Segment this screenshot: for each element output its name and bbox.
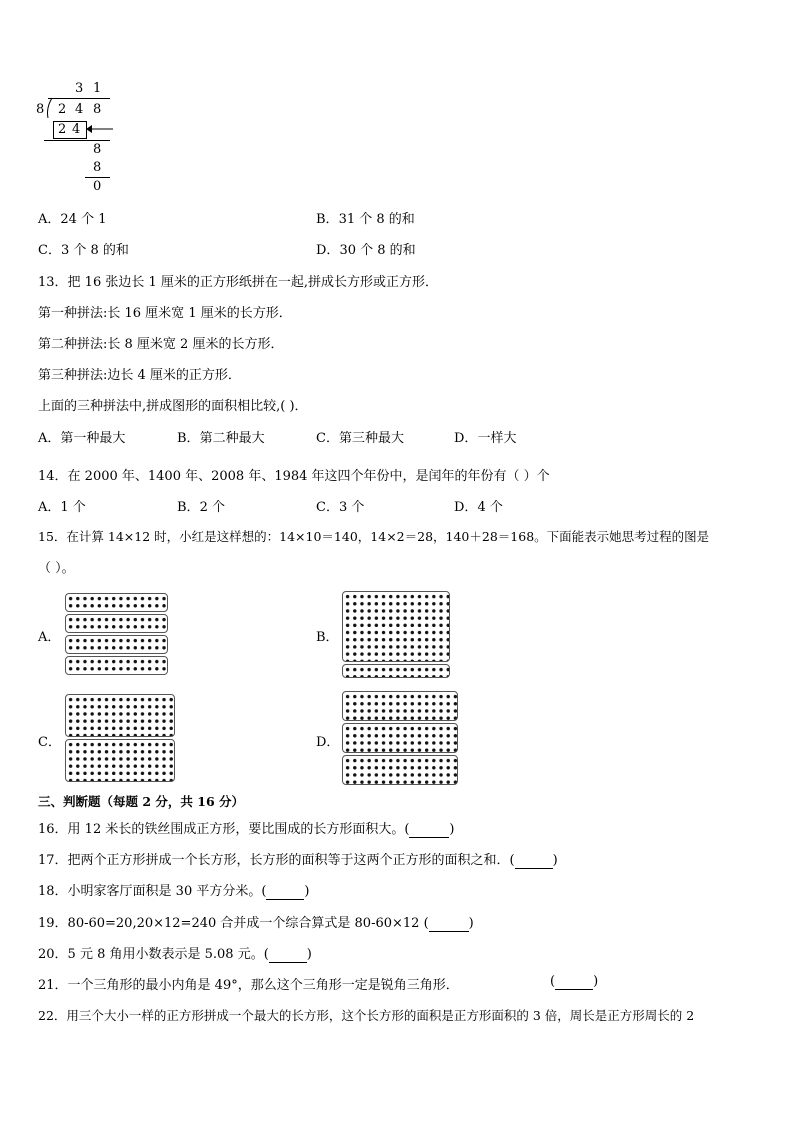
answer-blank[interactable] [555, 974, 593, 990]
section-title: 三、判断题（每题 2 分，共 16 分） [38, 794, 245, 809]
option-d-label[interactable]: D． [316, 735, 340, 750]
option-d[interactable]: D．30 个 8 的和 [316, 243, 416, 258]
product-digit: 2 [58, 122, 67, 137]
dot-grid [65, 614, 168, 633]
judge-item: 17．把两个正方形拼成一个长方形，长方形的面积等于这两个正方形的面积之和．( ) [38, 853, 558, 868]
judge-answer-paren: ( ) [550, 974, 599, 989]
option-a-label[interactable]: A． [38, 630, 61, 645]
judge-item: 20．5 元 8 角用小数表示是 5.08 元。( ) [38, 947, 312, 962]
judge-item: 22．用三个大小一样的正方形拼成一个最大的长方形，这个长方形的面积是正方形面积的 3 倍，周长是正方形周长的 2 [38, 1008, 695, 1023]
q15-stem: 15．在计算 14×12 时，小红是这样想的：14×10＝140，14×2＝28，140＋28＝168。下面能表示她思考过程的图是 [38, 529, 710, 544]
judge-item: 21．一个三角形的最小内角是 49°，那么这个三角形一定是锐角三角形． [38, 978, 459, 993]
division-bar [48, 98, 110, 99]
quotient-digit: 3 [75, 81, 84, 96]
q13-line: 上面的三种拼法中,拼成图形的面积相比较,( )． [38, 399, 308, 414]
arrow-left-icon [85, 123, 115, 135]
option-c[interactable]: C．3 个 8 的和 [38, 243, 129, 258]
dot-grid [342, 723, 458, 753]
q13-line: 第三种拼法:边长 4 厘米的正方形． [38, 368, 241, 383]
option-a[interactable]: A．1 个 [38, 500, 86, 515]
option-c-label[interactable]: C． [38, 735, 61, 750]
option-b[interactable]: B．第二种最大 [177, 431, 265, 446]
divisor: 8 [36, 102, 45, 117]
answer-blank[interactable] [266, 884, 304, 900]
option-a[interactable]: A．24 个 1 [38, 212, 107, 227]
option-b-label[interactable]: B． [316, 630, 339, 645]
q13-line: 第一种拼法:长 16 厘米宽 1 厘米的长方形． [38, 306, 292, 321]
option-b[interactable]: B．31 个 8 的和 [316, 212, 415, 227]
q13-line: 第二种拼法:长 8 厘米宽 2 厘米的长方形． [38, 337, 284, 352]
answer-blank[interactable] [409, 822, 449, 838]
division-bracket [44, 97, 54, 119]
option-a[interactable]: A．第一种最大 [38, 431, 126, 446]
subtract-line [44, 140, 110, 141]
q15-stem-2: （ ）。 [38, 561, 75, 576]
dividend-digit: 8 [93, 102, 102, 117]
dot-grid [65, 593, 168, 612]
dot-grid [342, 664, 450, 678]
judge-item: 16．用 12 米长的铁丝围成正方形，要比围成的长方形面积大。( ) [38, 822, 455, 837]
remainder-digit: 8 [93, 142, 102, 157]
dividend-digit: 2 [58, 102, 67, 117]
dot-grid [342, 755, 458, 785]
subtract-digit: 8 [93, 160, 102, 175]
judge-item: 19．80-60=20,20×12=240 合并成一个综合算式是 80-60×12 ( ) [38, 916, 474, 931]
product-digit: 4 [72, 122, 81, 137]
dividend-digit: 4 [75, 102, 84, 117]
dot-grid [65, 635, 168, 654]
dot-grid [342, 591, 450, 662]
judge-item: 18．小明家客厅面积是 30 平方分米。( ) [38, 884, 310, 899]
option-c[interactable]: C．3 个 [316, 500, 365, 515]
dot-grid [65, 739, 175, 782]
dot-grid [342, 691, 458, 721]
final-digit: 0 [93, 179, 102, 194]
dot-grid [65, 656, 168, 675]
answer-blank[interactable] [515, 853, 553, 869]
option-d[interactable]: D．4 个 [454, 500, 503, 515]
q13-stem: 13．把 16 张边长 1 厘米的正方形纸拼在一起,拼成长方形或正方形． [38, 275, 439, 290]
option-c[interactable]: C．第三种最大 [316, 431, 404, 446]
subtract-line-2 [85, 177, 110, 178]
answer-blank[interactable] [429, 916, 469, 932]
option-b[interactable]: B．2 个 [177, 500, 225, 515]
answer-blank[interactable] [269, 947, 307, 963]
option-d[interactable]: D．一样大 [454, 431, 517, 446]
quotient-digit: 1 [93, 81, 102, 96]
q14-stem: 14．在 2000 年、1400 年、2008 年、1984 年这四个年份中，是闰年的年份有（ ）个 [38, 469, 550, 484]
dot-grid [65, 694, 175, 737]
